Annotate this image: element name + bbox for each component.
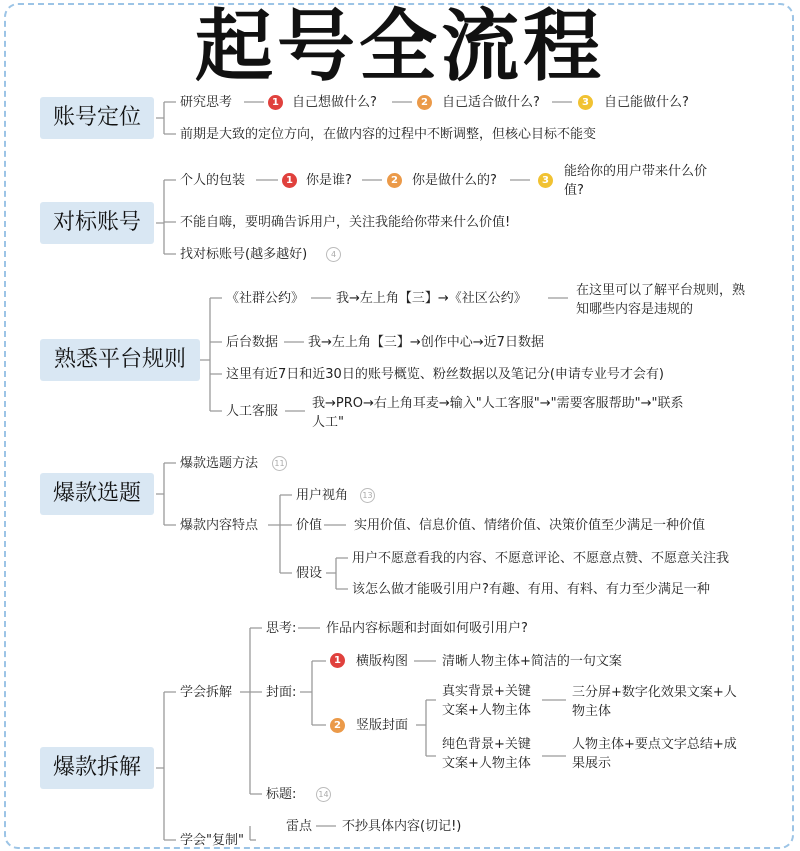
number-badge-1: 1 — [268, 95, 283, 110]
node-real-bg-2: 文案+人物主体 — [442, 703, 531, 718]
number-badge-1: 1 — [330, 653, 345, 668]
node-backend-data: 后台数据 — [226, 335, 279, 350]
node-think-text: 作品内容标题和封面如何吸引用户? — [326, 621, 528, 636]
number-badge-3: 3 — [578, 95, 593, 110]
node-user-perspective: 用户视角 — [296, 488, 349, 503]
category-benchmark-account: 对标账号 — [40, 202, 154, 244]
node-value-line-1: 能给你的用户带来什么价 — [564, 164, 708, 179]
node-rules-note-line-2: 知哪些内容是违规的 — [576, 302, 694, 317]
node-assumption-1: 用户不愿意看我的内容、不愿意评论、不愿意点赞、不愿意关注我 — [352, 551, 730, 566]
node-question-2: 自己适合做什么? — [442, 95, 540, 110]
category-account-positioning: 账号定位 — [40, 97, 154, 139]
node-customer-service-path-1: 我→PRO→右上角耳麦→输入"人工客服"→"需要客服帮助"→"联系 — [312, 396, 684, 411]
node-value: 价值 — [296, 518, 323, 533]
node-customer-service-path-2: 人工" — [312, 415, 344, 430]
node-assumption-2: 该怎么做才能吸引用户?有趣、有用、有料、有力至少满足一种 — [352, 582, 710, 597]
node-assumption: 假设 — [296, 566, 323, 581]
node-rules-note-line-1: 在这里可以了解平台规则，熟 — [576, 283, 746, 298]
node-personal-packaging: 个人的包装 — [180, 173, 246, 188]
node-summary-1: 人物主体+要点文字总结+成 — [572, 737, 737, 752]
node-real-bg-1: 真实背景+关键 — [442, 684, 531, 699]
note-marker-icon: 14 — [316, 787, 331, 802]
node-hot-content-traits: 爆款内容特点 — [180, 518, 259, 533]
node-what-you-do: 你是做什么的? — [412, 173, 497, 188]
node-headline: 标题: — [266, 787, 297, 802]
number-badge-2: 2 — [417, 95, 432, 110]
node-research-thinking: 研究思考 — [180, 95, 233, 110]
node-data-overview: 这里有近7日和近30日的账号概览、粉丝数据以及笔记分(申请专业号才会有) — [226, 367, 664, 382]
number-badge-1: 1 — [282, 173, 297, 188]
node-community-pact-path: 我→左上角【三】→《社区公约》 — [336, 291, 527, 306]
node-learn-copy: 学会"复制" — [180, 833, 244, 848]
node-question-1: 自己想做什么? — [292, 95, 377, 110]
node-cover: 封面: — [266, 685, 297, 700]
node-question-3: 自己能做什么? — [604, 95, 689, 110]
node-split-screen-2: 物主体 — [572, 704, 612, 719]
node-no-copying: 不抄具体内容(切记!) — [342, 819, 462, 834]
node-no-self-indulgence: 不能自嗨，要明确告诉用户，关注我能给你带来什么价值! — [180, 215, 511, 230]
node-summary-2: 果展示 — [572, 756, 612, 771]
page-title: 起号全流程 — [194, 2, 605, 92]
number-badge-2: 2 — [387, 173, 402, 188]
node-landscape-text: 清晰人物主体+简洁的一句文案 — [442, 654, 622, 669]
note-marker-icon: 13 — [360, 488, 375, 503]
node-portrait-cover: 竖版封面 — [356, 718, 409, 733]
node-solid-bg-1: 纯色背景+关键 — [442, 737, 531, 752]
node-who-are-you: 你是谁? — [306, 173, 352, 188]
node-solid-bg-2: 文案+人物主体 — [442, 756, 531, 771]
node-landscape-layout: 横版构图 — [356, 654, 409, 669]
node-value-types: 实用价值、信息价值、情绪价值、决策价值至少满足一种价值 — [354, 518, 706, 533]
node-think: 思考: — [266, 621, 297, 636]
category-hot-breakdown: 爆款拆解 — [40, 747, 154, 789]
node-customer-service: 人工客服 — [226, 404, 279, 419]
node-value-line-2: 值? — [564, 183, 584, 198]
node-pitfall: 雷点 — [286, 819, 313, 834]
number-badge-3: 3 — [538, 173, 553, 188]
note-marker-icon: 11 — [272, 456, 287, 471]
node-backend-data-path: 我→左上角【三】→创作中心→近7日数据 — [308, 335, 544, 350]
category-hot-topics: 爆款选题 — [40, 473, 154, 515]
note-marker-icon: 4 — [326, 247, 341, 262]
node-positioning-note: 前期是大致的定位方向，在做内容的过程中不断调整，但核心目标不能变 — [180, 127, 597, 142]
node-community-pact: 《社群公约》 — [226, 291, 305, 306]
category-platform-rules: 熟悉平台规则 — [40, 339, 200, 381]
node-find-benchmarks: 找对标账号(越多越好) — [180, 247, 308, 262]
node-split-screen-1: 三分屏+数字化效果文案+人 — [572, 685, 737, 700]
node-learn-breakdown: 学会拆解 — [180, 685, 233, 700]
number-badge-2: 2 — [330, 718, 345, 733]
node-topic-method: 爆款选题方法 — [180, 456, 259, 471]
